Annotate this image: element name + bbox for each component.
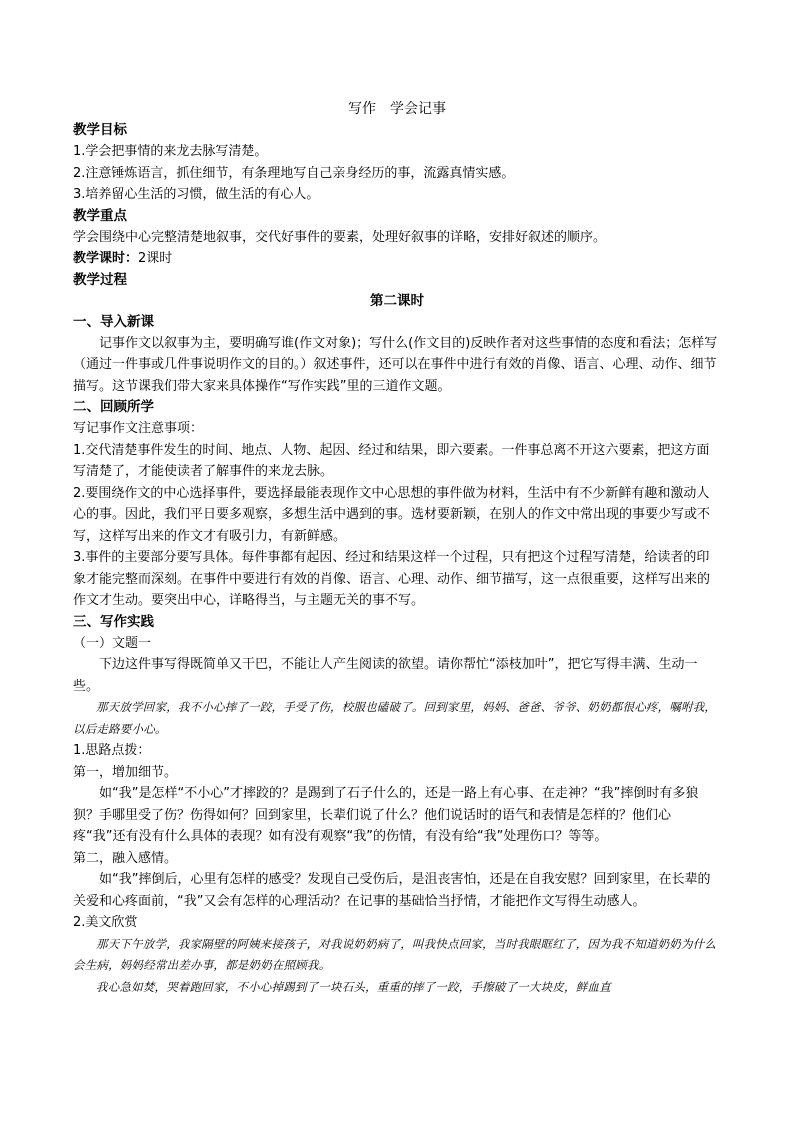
document-page <box>73 98 721 998</box>
section-heading: 三、写作实践 <box>73 613 154 630</box>
focus-heading: 教学重点 <box>73 207 127 224</box>
objective-item: 1.学会把事情的来龙去脉写清楚。 <box>73 144 268 159</box>
appreciation-label: 2.美文欣赏 <box>73 915 138 930</box>
tip-paragraph: 如“我”摔倒后，心里有怎样的感受？发现自己受伤后，是沮丧害怕，还是在自我安慰？回到家里，在长辈的关爱和心疼面前，“我”又会有怎样的心理活动？在记事的基础恰当抒情，才能把作文写得生动感人。 <box>73 872 711 909</box>
tip-paragraph: 如“我”是怎样“不小心”才摔跤的？是踢到了石子什么的，还是一路上有心事、在走神？“我”摔倒时有多狼狈？手哪里受了伤？伤得如何？回到家里，长辈们说了什么？他们说话时的语气和表情是怎样的？他们心疼“我”还有没有什么具体的表现？如有没有观察“我”的伤情，有没有给“我”处理伤口？等等。 <box>73 786 699 844</box>
sample-passage: 那天放学回家，我不小心摔了一跤，手受了伤，校服也磕破了。回到家里，妈妈、爸爸、爷爷、奶奶都很心疼，嘱咐我，以后走路要小心。 <box>73 700 717 736</box>
focus-text: 学会围绕中心完整清楚地叙事，交代好事件的要素，处理好叙事的详略，安排好叙述的顺序。 <box>73 229 607 245</box>
objective-item: 3.培养留心生活的习惯，做生活的有心人。 <box>73 187 320 202</box>
process-heading: 教学过程 <box>73 271 127 288</box>
lesson-title: 第二课时 <box>370 292 424 309</box>
notice-item: 1.交代清楚事件发生的时间、地点、人物、起因、经过和结果，即六要素。一件事总离不开这六要素，把这方面写清楚了，才能使读者了解事件的来龙去脉。 <box>73 442 710 479</box>
teaching-hours <box>73 248 721 270</box>
question-label: （一）文题一 <box>73 635 152 651</box>
notice-item: 3.事件的主要部分要写具体。每件事都有起因、经过和结果这样一个过程，只有把这个过程写清楚，给读者的印象才能完整而深刻。在事件中要进行有效的肖像、语言、心理、动作、细节描写，这一点很重要，这样写出来的作文才生动。要突出中心，详略得当，与主题无关的事不写。 <box>73 550 711 608</box>
document-title: 写作 学会记事 <box>348 101 446 117</box>
hours-label: 教学课时： <box>73 251 139 266</box>
notice-item: 2.要围绕作文的中心选择事件，要选择最能表现作文中心思想的事件做为材料，生活中有不少新鲜有趣和激动人心的事。因此，我们平日要多观察，多想生活中遇到的事。选材要新颖，在别人的作文中常出现的事要少写或不写，这样写出来的作文才有吸引力，有新鲜感。 <box>73 485 711 544</box>
tip-label: 第一，增加细节。 <box>73 764 178 780</box>
question-prompt: 下边这件事写得既简单又干巴，不能让人产生阅读的欲望。请你帮忙“添枝加叶”，把它写得丰满、生动一些。 <box>73 657 698 694</box>
section-heading: 二、回顾所学 <box>73 399 154 415</box>
essay-paragraph: 我心急如焚，哭着跑回家，不小心掉踢到了一块石头，重重的摔了一跤，手擦破了一大块皮，鲜血直 <box>96 979 611 994</box>
section-intro: 写记事作文注意事项： <box>73 421 204 436</box>
hours-value: 2课时 <box>138 251 173 266</box>
tip-label: 第二，融入感情。 <box>73 850 178 866</box>
section-heading: 一、导入新课 <box>73 313 154 330</box>
objectives-heading: 教学目标 <box>73 122 127 138</box>
tips-label: 1.思路点拨： <box>73 743 151 758</box>
section-paragraph: 记事作文以叙事为主，要明确写谁(作文对象)；写什么(作文目的)反映作者对这些事情的态度和看法；怎样写（通过一件事或几件事说明作文的目的。）叙述事件，还可以在事件中进行有效的肖像、语言、心理、动作、细节描写。这节课我们带大家来具体操作“写作实践”里的三道作文题。 <box>73 335 718 394</box>
objective-item: 2.注意锤炼语言，抓住细节，有条理地写自己亲身经历的事，流露真情实感。 <box>73 165 515 181</box>
essay-paragraph: 那天下午放学，我家隔壁的阿姨来接孩子，对我说奶奶病了，叫我快点回家，当时我眼眶红了，因为我不知道奶奶为什么会生病，妈妈经常出差办事，都是奶奶在照顾我。 <box>73 936 717 972</box>
